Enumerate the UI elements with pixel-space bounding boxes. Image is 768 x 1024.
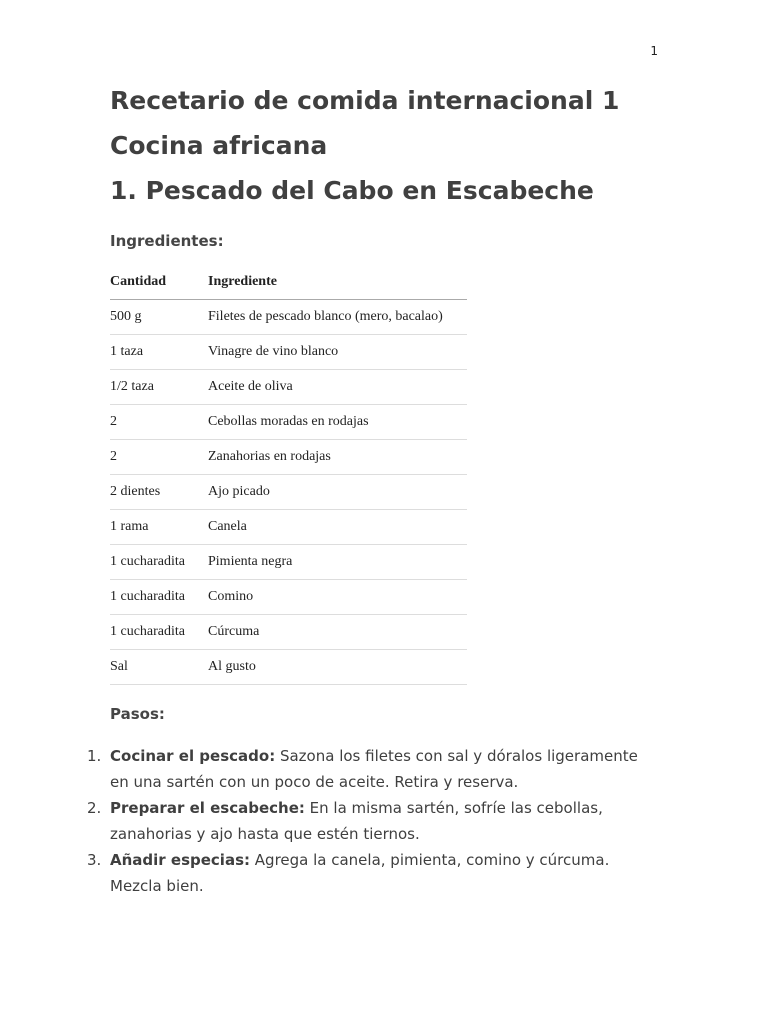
- table-row: [110, 475, 467, 510]
- table-row: [110, 405, 467, 440]
- ingredient-cell: Aceite de oliva: [208, 370, 467, 405]
- step-text: Sazona los filetes con sal y dóralos ligeramente en una sartén con un poco de aceite. Retira y reserva.: [110, 747, 638, 791]
- section-title: Cocina africana: [110, 131, 328, 160]
- step-number: 2.: [87, 799, 102, 817]
- quantity-cell: 2: [110, 440, 208, 475]
- step-text: En la misma sartén, sofríe las cebollas, zanahorias y ajo hasta que estén tiernos.: [110, 799, 603, 843]
- step-title: Añadir especias:: [110, 851, 251, 869]
- ingredient-cell: Vinagre de vino blanco: [208, 335, 467, 370]
- ingredient-cell: Al gusto: [208, 650, 467, 685]
- recipe-title: 1. Pescado del Cabo en Escabeche: [110, 176, 594, 205]
- quantity-cell: 1/2 taza: [110, 370, 208, 405]
- ingredients-table: [110, 264, 467, 685]
- ingredient-cell: Cebollas moradas en rodajas: [208, 405, 467, 440]
- table-row: [110, 370, 467, 405]
- table-row: [110, 650, 467, 685]
- ingredient-cell: Ajo picado: [208, 475, 467, 510]
- document-title: Recetario de comida internacional 1: [110, 86, 620, 115]
- table-header-row: [110, 264, 467, 300]
- column-header-ingredient: Ingrediente: [208, 264, 467, 300]
- quantity-cell: 2: [110, 405, 208, 440]
- quantity-cell: 1 taza: [110, 335, 208, 370]
- quantity-cell: 1 cucharadita: [110, 615, 208, 650]
- ingredient-cell: Filetes de pescado blanco (mero, bacalao): [208, 300, 467, 335]
- list-item: [87, 743, 660, 795]
- quantity-cell: 1 cucharadita: [110, 545, 208, 580]
- table-row: [110, 580, 467, 615]
- steps-list: [87, 743, 660, 899]
- document-content: [87, 84, 660, 899]
- quantity-cell: 1 cucharadita: [110, 580, 208, 615]
- quantity-cell: 1 rama: [110, 510, 208, 545]
- ingredient-cell: Comino: [208, 580, 467, 615]
- ingredient-cell: Zanahorias en rodajas: [208, 440, 467, 475]
- ingredient-cell: Pimienta negra: [208, 545, 467, 580]
- table-row: [110, 545, 467, 580]
- table-row: [110, 300, 467, 335]
- step-number: 1.: [87, 747, 102, 765]
- table-row: [110, 615, 467, 650]
- step-number: 3.: [87, 851, 102, 869]
- steps-heading: Pasos:: [110, 705, 165, 723]
- quantity-cell: 2 dientes: [110, 475, 208, 510]
- step-title: Preparar el escabeche:: [110, 799, 305, 817]
- column-header-quantity: Cantidad: [110, 264, 208, 300]
- ingredients-heading: Ingredientes:: [110, 232, 224, 250]
- table-row: [110, 440, 467, 475]
- step-title: Cocinar el pescado:: [110, 747, 276, 765]
- list-item: [87, 847, 660, 899]
- page-number: 1: [650, 44, 658, 58]
- quantity-cell: 500 g: [110, 300, 208, 335]
- list-item: [87, 795, 660, 847]
- quantity-cell: Sal: [110, 650, 208, 685]
- step-text: Agrega la canela, pimienta, comino y cúrcuma. Mezcla bien.: [110, 851, 610, 895]
- ingredient-cell: Cúrcuma: [208, 615, 467, 650]
- table-row: [110, 510, 467, 545]
- ingredient-cell: Canela: [208, 510, 467, 545]
- table-row: [110, 335, 467, 370]
